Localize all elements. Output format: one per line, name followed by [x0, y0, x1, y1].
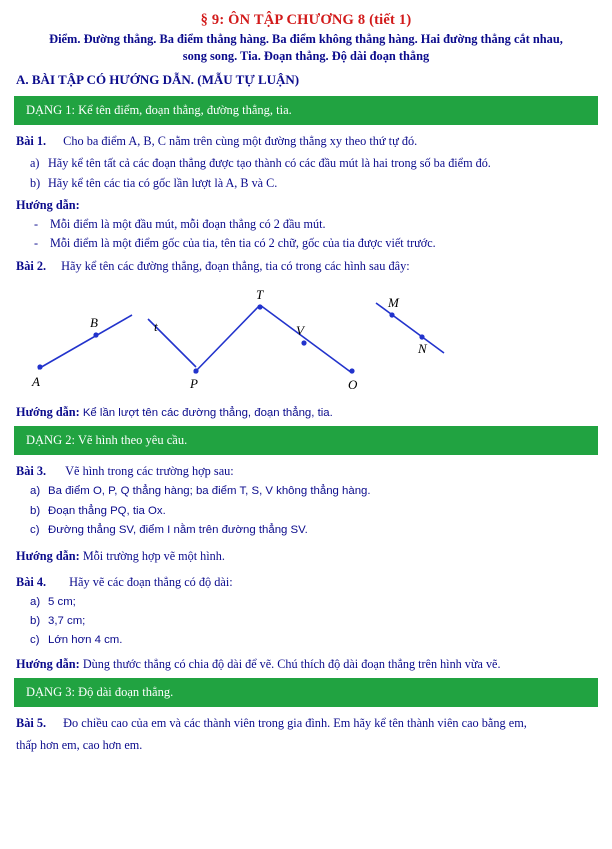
- page-title: § 9: ÔN TẬP CHƯƠNG 8 (tiết 1): [200, 12, 412, 28]
- list-item: [14, 613, 598, 630]
- item-marker: a): [30, 155, 40, 170]
- item-marker: c): [30, 634, 40, 647]
- bai-2-huongdan-label: Hướng dẫn:: [16, 405, 80, 420]
- list-item: [14, 503, 598, 520]
- list-item: [14, 594, 598, 611]
- list-item: [14, 154, 598, 172]
- bai-1-items: [14, 154, 598, 193]
- bai-5-text-line-1: Đo chiều cao của em và các thành viên trong gia đình. Em hãy kể tên thành viên cao bằng em,: [63, 716, 527, 731]
- figure-label-N: N: [418, 341, 427, 357]
- item-marker: a): [30, 485, 41, 498]
- bai-2-huongdan: [16, 405, 598, 420]
- subtitle-line-2: song song. Tia. Đoạn thẳng. Độ dài đoạn thẳng: [182, 48, 430, 63]
- geometry-figure: [14, 281, 598, 399]
- bai-3-text: Vẽ hình trong các trường hợp sau:: [65, 464, 234, 479]
- figure-label-P: P: [190, 376, 198, 392]
- item-text: 5 cm;: [48, 596, 76, 609]
- figure-label-O: O: [348, 377, 358, 393]
- item-text: Hãy kể tên tất cả các đoạn thẳng được tạo thành có các đầu mút là hai trong số ba điểm đó.: [48, 155, 491, 170]
- list-item: [14, 234, 598, 253]
- figure-label-T: T: [256, 287, 264, 303]
- bai-3-label: Bài 3.: [16, 464, 47, 479]
- item-marker: b): [30, 504, 41, 517]
- item-marker: b): [30, 615, 41, 628]
- bai-4-line: [16, 574, 598, 591]
- item-text: Hãy kể tên các tia có gốc lần lượt là A, B và C.: [48, 175, 278, 190]
- bai-2-line: [16, 258, 598, 275]
- bai-5-text-line-2: thấp hơn em, cao hơn em.: [16, 737, 143, 752]
- figure-label-A: A: [32, 374, 40, 390]
- list-item: [14, 632, 598, 649]
- item-marker: a): [30, 596, 41, 609]
- subtitle-line-1: Điểm. Đường thẳng. Ba điểm thẳng hàng. Ba điểm không thẳng hàng. Hai đường thẳng cắt nhau,: [49, 32, 563, 46]
- item-text: Mỗi điểm là một điểm gốc của tia, tên tia có 2 chữ, gốc của tia được viết trước.: [50, 236, 436, 251]
- item-text: Mỗi điểm là một đầu mút, mỗi đoạn thẳng có 2 đầu mút.: [50, 217, 326, 232]
- bai-3-huongdan-label: Hướng dẫn:: [16, 548, 80, 563]
- bai-3-line: [16, 463, 598, 480]
- banner-dang-3: DẠNG 3: Độ dài đoạn thẳng.: [14, 678, 598, 707]
- bai-5-line: [16, 715, 598, 732]
- banner-dang-1: DẠNG 1: Kể tên điểm, đoạn thẳng, đường thẳng, tia.: [14, 96, 598, 125]
- list-item: [14, 174, 598, 192]
- item-text: Lớn hơn 4 cm.: [48, 634, 123, 647]
- section-a-heading: A. BÀI TẬP CÓ HƯỚNG DẪN. (MẪU TỰ LUẬN): [16, 72, 300, 88]
- bai-1-label: Bài 1.: [16, 134, 47, 149]
- bai-4-huongdan-text: Dùng thước thẳng có chia độ dài để vẽ. Chú thích độ dài đoạn thẳng trên hình vừa vẽ.: [82, 657, 501, 672]
- list-item: [14, 483, 598, 500]
- bai-2-label: Bài 2.: [16, 259, 47, 274]
- bai-4-label: Bài 4.: [16, 574, 47, 589]
- item-text: 3,7 cm;: [48, 615, 86, 628]
- bai-1-huongdan-label: Hướng dẫn:: [16, 198, 80, 213]
- bai-2-text: Hãy kể tên các đường thẳng, đoạn thẳng, tia có trong các hình sau đây:: [61, 259, 410, 274]
- item-marker: b): [30, 175, 41, 190]
- bai-3-items: [14, 483, 598, 538]
- bai-4-huongdan: [16, 657, 598, 672]
- item-marker: -: [34, 236, 39, 251]
- bai-4-huongdan-label: Hướng dẫn:: [16, 657, 80, 672]
- figure-label-B: B: [90, 315, 98, 331]
- figure-label-V: V: [296, 323, 304, 339]
- item-marker: c): [30, 523, 40, 536]
- item-text: Đường thẳng SV, điểm I nằm trên đường thẳng SV.: [48, 523, 308, 536]
- bai-3-huongdan-text: Mỗi trường hợp vẽ một hình.: [82, 548, 225, 563]
- bai-3-huongdan: [16, 549, 598, 564]
- item-text: Ba điểm O, P, Q thẳng hàng; ba điểm T, S, V không thẳng hàng.: [48, 485, 371, 498]
- item-text: Đoạn thẳng PQ, tia Ox.: [48, 504, 166, 517]
- banner-dang-2: DẠNG 2: Vẽ hình theo yêu cầu.: [14, 426, 598, 455]
- bai-4-items: [14, 594, 598, 649]
- bai-1-text: Cho ba điểm A, B, C nằm trên cùng một đường thẳng xy theo thứ tự đó.: [63, 134, 418, 149]
- bai-5-label: Bài 5.: [16, 716, 47, 731]
- bai-1-line: [16, 133, 598, 150]
- figure-label-t: t: [154, 319, 158, 335]
- item-marker: -: [34, 217, 39, 232]
- figure-label-M: M: [388, 295, 399, 311]
- bai-2-huongdan-text: Kể lần lượt tên các đường thẳng, đoạn thẳng, tia.: [82, 407, 333, 420]
- page-subtitle: [20, 31, 592, 64]
- bai-1-huongdan-items: [14, 215, 598, 253]
- list-item: [14, 522, 598, 539]
- bai-4-text: Hãy vẽ các đoạn thẳng có độ dài:: [69, 574, 233, 589]
- list-item: [14, 215, 598, 234]
